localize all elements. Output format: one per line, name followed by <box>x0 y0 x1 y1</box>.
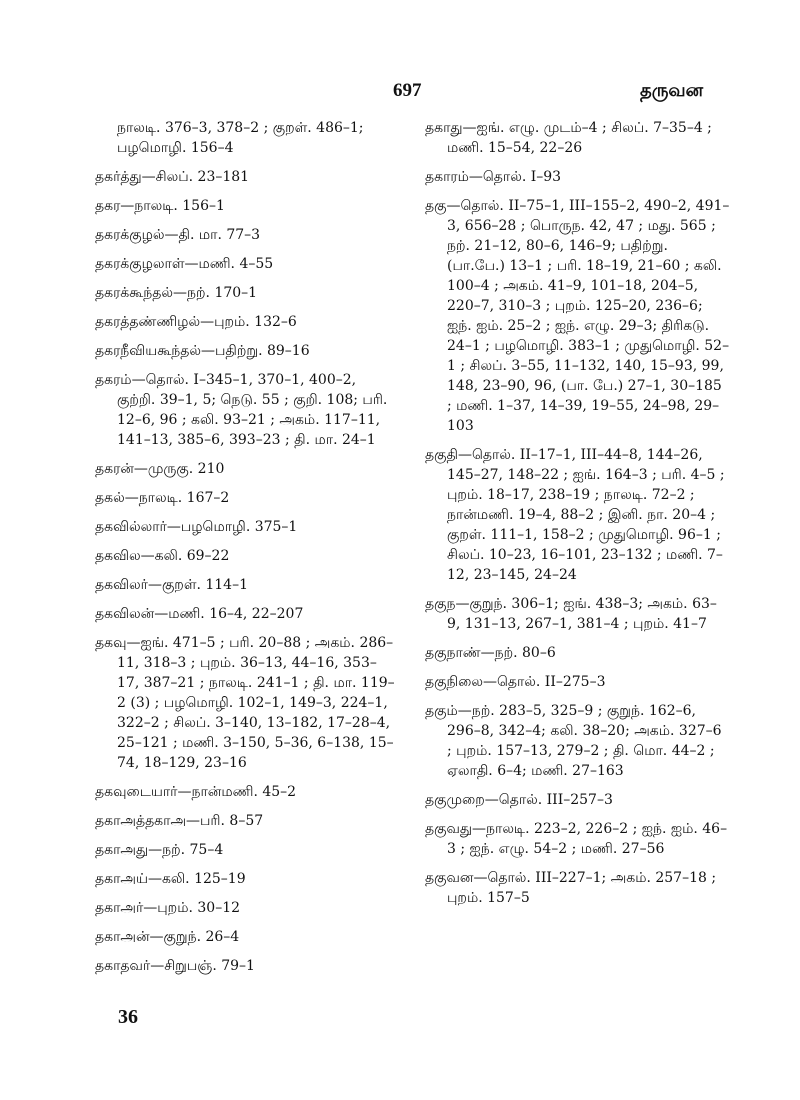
index-entry: நாலடி. 376–3, 378–2 ; குறள். 486–1; பழமொழி. 156–4 <box>117 120 364 156</box>
footer-number: 36 <box>118 1006 138 1028</box>
index-entry: தகாஅது—நற். 75–4 <box>95 842 224 858</box>
index-entry: தகர்த்து—சிலப். 23–181 <box>95 169 250 185</box>
index-entry: தகவுடையார்—நான்மணி. 45–2 <box>95 784 297 800</box>
index-entry: தகு—தொல். II–75–1, III–155–2, 490–2, 491–3, 656–28 ; பொருந. 42, 47 ; மது. 565 ; நற். 21–12, 80–6, 146–9; பதிற்று. (பா.பே.) 13–1 ; பரி. 18–19, 21–60 ; கலி. 100–4 ; அகம். 41–9, 101–18, 204–5, 220–7, 310–3 ; புறம். 125–20, 236–6; ஐந். ஐம். 25–2 ; ஐந். எழு. 29–3; திரிகடு. 24–1 ; பழமொழி. 383–1 ; முதுமொழி. 52–1 ; சிலப். 3–55, 11–132, 140, 15–93, 99, 148, 23–90, 96, (பா. பே.) 27–1, 30–185 ; மணி. 1–37, 14–39, 19–55, 24–98, 29–103 <box>425 198 730 434</box>
index-entry: தகவிலர்—குறள். 114–1 <box>95 577 248 593</box>
index-entry: தகரக்கூந்தல்—நற். 170–1 <box>95 285 258 301</box>
index-entry: தகுநாண்—நற். 80–6 <box>425 645 556 661</box>
index-entry: தகர—நாலடி. 156–1 <box>95 198 225 214</box>
index-entry: தகரக்குழல்—தி. மா. 77–3 <box>95 227 261 243</box>
page-number: 697 <box>393 80 422 101</box>
index-entry: தகுமுறை—தொல். III–257–3 <box>425 792 613 808</box>
index-entry: தகல்—நாலடி. 167–2 <box>95 490 230 506</box>
index-entry: தகரன்—முருகு. 210 <box>95 461 225 477</box>
index-entry: தகவில்லார்—பழமொழி. 375–1 <box>95 519 298 535</box>
index-entry: தகவில—கலி. 69–22 <box>95 548 230 564</box>
index-entry: தகாஅன்—குறுந். 26–4 <box>95 929 240 945</box>
index-entry: தகாஅய்—கலி. 125–19 <box>95 871 246 887</box>
index-entry: தகும்—நற். 283–5, 325–9 ; குறுந். 162–6, 296–8, 342–4; கலி. 38–20; அகம். 327–6 ; புறம். 157–13, 279–2 ; தி. மொ. 44–2 ; ஏலாதி. 6–4; மணி. 27–163 <box>425 703 722 779</box>
index-entry: தகுநிலை—தொல். II–275–3 <box>425 674 606 690</box>
index-entry: தகவு—ஐங். 471–5 ; பரி. 20–88 ; அகம். 286–11, 318–3 ; புறம். 36–13, 44–16, 353–17, 387–21 ; நாலடி. 241–1 ; தி. மா. 119–2 (3) ; பழமொழி. 102–1, 149–3, 224–1, 322–2 ; சிலப். 3–140, 13–182, 17–28–4, 25–121 ; மணி. 3–150, 5–36, 6–138, 15–74, 18–129, 23–16 <box>95 635 395 771</box>
right-column <box>425 118 730 917</box>
index-entry: தகரத்தண்ணிழல்—புறம். 132–6 <box>95 314 297 330</box>
index-entry: தகாது—ஐங். எழு. முடம்–4 ; சிலப். 7–35–4 ; மணி. 15–54, 22–26 <box>425 120 712 156</box>
index-entry: தகாரம்—தொல். I–93 <box>425 169 562 185</box>
index-entry: தகாதவர்—சிறுபஞ். 79–1 <box>95 958 255 974</box>
left-column <box>95 118 395 985</box>
index-entry: தகாஅர்—புறம். 30–12 <box>95 900 241 916</box>
index-entry: தகரநீவியகூந்தல்—பதிற்று. 89–16 <box>95 343 310 359</box>
index-entry: தகுதி—தொல். II–17–1, III–44–8, 144–26, 145–27, 148–22 ; ஐங். 164–3 ; பரி. 4–5 ; புறம். 18–17, 238–19 ; நாலடி. 72–2 ; நான்மணி. 19–4, 88–2 ; இனி. நா. 20–4 ; குறள். 111–1, 158–2 ; முதுமொழி. 96–1 ; சிலப். 10–23, 16–101, 23–132 ; மணி. 7–12, 23–145, 24–24 <box>425 447 725 583</box>
running-head: தருவன <box>640 80 704 101</box>
index-entry: தகவிலன்—மணி. 16–4, 22–207 <box>95 606 304 622</box>
index-entry: தகுவது—நாலடி. 223–2, 226–2 ; ஐந். ஐம். 46–3 ; ஐந். எழு. 54–2 ; மணி. 27–56 <box>425 821 728 857</box>
index-entry: தகுவன—தொல். III–227–1; அகம். 257–18 ; புறம். 157–5 <box>425 870 717 906</box>
index-entry: தகரக்குழலாள்—மணி. 4–55 <box>95 256 274 272</box>
index-entry: தகரம்—தொல். I–345–1, 370–1, 400–2, குற்றி. 39–1, 5; நெடு. 55 ; குறி. 108; பரி. 12–6, 96 ; கலி. 93–21 ; அகம். 117–11, 141–13, 385–6, 393–23 ; தி. மா. 24–1 <box>95 372 388 448</box>
index-entry: தகாஅத்தகாஅ—பரி. 8–57 <box>95 813 264 829</box>
index-entry: தகுந—குறுந். 306–1; ஐங். 438–3; அகம். 63–9, 131–13, 267–1, 381–4 ; புறம். 41–7 <box>425 596 717 632</box>
